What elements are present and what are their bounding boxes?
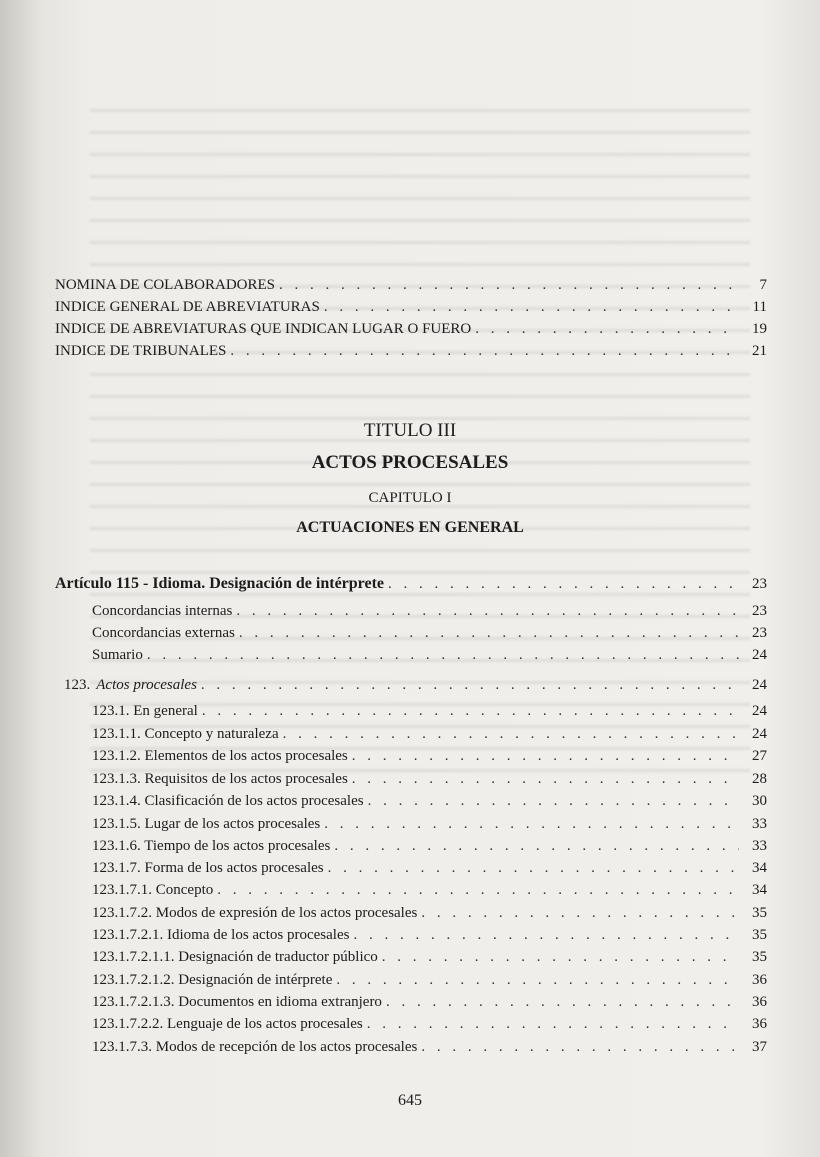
entry-label: Concordancias internas [92, 603, 233, 619]
index-entry [92, 601, 767, 621]
entry-label: 123.1.7.2. Modos de expresión de los actos procesales [92, 905, 418, 921]
entry-page: 36 [752, 972, 767, 988]
entry-page: 33 [752, 838, 767, 854]
index-entry [92, 645, 767, 665]
index-entry [92, 814, 767, 834]
entry-page: 19 [752, 321, 767, 337]
entry-label: 123.1.7.2.2. Lenguaje de los actos procesales [92, 1016, 363, 1032]
entry-page: 24 [752, 703, 767, 719]
article-page: 23 [752, 576, 767, 592]
entry-page: 35 [752, 927, 767, 943]
index-entry [55, 297, 767, 317]
article-label: Artículo 115 - Idioma. Designación de intérprete [55, 575, 385, 592]
entry-page: 35 [752, 949, 767, 965]
section-page: 24 [752, 677, 767, 693]
leader-dots [239, 623, 739, 643]
capitulo-name-heading: ACTUACIONES EN GENERAL [296, 519, 524, 536]
index-entry [92, 791, 767, 811]
entry-page: 30 [752, 793, 767, 809]
leader-dots [147, 645, 739, 665]
entry-page: 23 [752, 603, 767, 619]
leader-dots [202, 701, 739, 721]
index-entry [92, 947, 767, 967]
titulo-heading: TITULO III [363, 420, 457, 441]
index-entry [55, 275, 767, 295]
leader-dots [353, 925, 739, 945]
entry-label: 123.1.7.2.1. Idioma de los actos procesales [92, 927, 350, 943]
section-number: 123. [64, 677, 91, 693]
page-number: 645 [398, 1092, 422, 1109]
leader-dots [336, 970, 739, 990]
leader-dots [334, 836, 739, 856]
entry-page: 7 [759, 277, 767, 293]
entry-page: 23 [752, 625, 767, 641]
entry-label: 123.1.1. Concepto y naturaleza [92, 726, 279, 742]
leader-dots [475, 319, 739, 339]
titulo-name-heading: ACTOS PROCESALES [311, 452, 509, 473]
leader-dots [367, 1014, 739, 1034]
entry-page: 36 [752, 1016, 767, 1032]
entry-label: 123.1.7.2.1.3. Documentos en idioma extranjero [92, 994, 382, 1010]
entry-page: 11 [752, 299, 767, 315]
leader-dots [283, 724, 739, 744]
entry-page: 21 [752, 343, 767, 359]
entry-page: 36 [752, 994, 767, 1010]
leader-dots [324, 297, 739, 317]
section-label: Actos procesales [96, 677, 197, 693]
entry-page: 24 [752, 726, 767, 742]
entry-page: 34 [752, 882, 767, 898]
entry-label: 123.1.2. Elementos de los actos procesales [92, 748, 348, 764]
index-entry [92, 701, 767, 721]
leader-dots [421, 1037, 739, 1057]
capitulo-heading: CAPITULO I [368, 490, 452, 506]
leader-dots [352, 746, 739, 766]
index-entry [92, 769, 767, 789]
entry-page: 27 [752, 748, 767, 764]
index-entry [92, 1037, 767, 1057]
index-entry [92, 925, 767, 945]
leader-dots [217, 880, 739, 900]
entry-page: 33 [752, 816, 767, 832]
entry-label: INDICE DE ABREVIATURAS QUE INDICAN LUGAR O FUERO [55, 321, 472, 337]
entry-label: Concordancias externas [92, 625, 235, 641]
index-entry [55, 341, 767, 361]
entry-page: 35 [752, 905, 767, 921]
entry-label: 123.1.7.1. Concepto [92, 882, 214, 898]
entry-label: 123.1.7. Forma de los actos procesales [92, 860, 324, 876]
leader-dots [236, 601, 739, 621]
entry-label: 123.1.3. Requisitos de los actos procesales [92, 771, 348, 787]
leader-dots [421, 903, 739, 923]
entry-label: 123.1.7.2.1.2. Designación de intérprete [92, 972, 333, 988]
entry-label: INDICE GENERAL DE ABREVIATURAS [55, 299, 320, 315]
index-entry [92, 992, 767, 1012]
index-entry [92, 903, 767, 923]
entry-label: 123.1.6. Tiempo de los actos procesales [92, 838, 331, 854]
entry-label: 123.1.4. Clasificación de los actos procesales [92, 793, 364, 809]
entry-label: 123.1. En general [92, 703, 198, 719]
index-entry [92, 724, 767, 744]
article-entry [55, 574, 767, 594]
leader-dots [279, 275, 739, 295]
leader-dots [230, 341, 739, 361]
index-entry [92, 858, 767, 878]
entry-label: 123.1.5. Lugar de los actos procesales [92, 816, 321, 832]
index-entry [92, 1014, 767, 1034]
entry-label: NOMINA DE COLABORADORES [55, 277, 276, 293]
index-entry [92, 746, 767, 766]
entry-page: 37 [752, 1039, 767, 1055]
section-entry [64, 675, 767, 695]
index-entry [92, 623, 767, 643]
index-entry [55, 319, 767, 339]
index-entry [92, 880, 767, 900]
entry-page: 34 [752, 860, 767, 876]
leader-dots [388, 574, 739, 594]
index-entry [92, 836, 767, 856]
index-entry [92, 970, 767, 990]
leader-dots [201, 675, 739, 695]
leader-dots [386, 992, 739, 1012]
leader-dots [324, 814, 739, 834]
leader-dots [328, 858, 739, 878]
leader-dots [382, 947, 739, 967]
entry-label: 123.1.7.2.1.1. Designación de traductor público [92, 949, 378, 965]
leader-dots [352, 769, 739, 789]
entry-label: Sumario [92, 647, 143, 663]
entry-label: 123.1.7.3. Modos de recepción de los actos procesales [92, 1039, 418, 1055]
entry-page: 28 [752, 771, 767, 787]
leader-dots [368, 791, 739, 811]
entry-page: 24 [752, 647, 767, 663]
entry-label: INDICE DE TRIBUNALES [55, 343, 227, 359]
